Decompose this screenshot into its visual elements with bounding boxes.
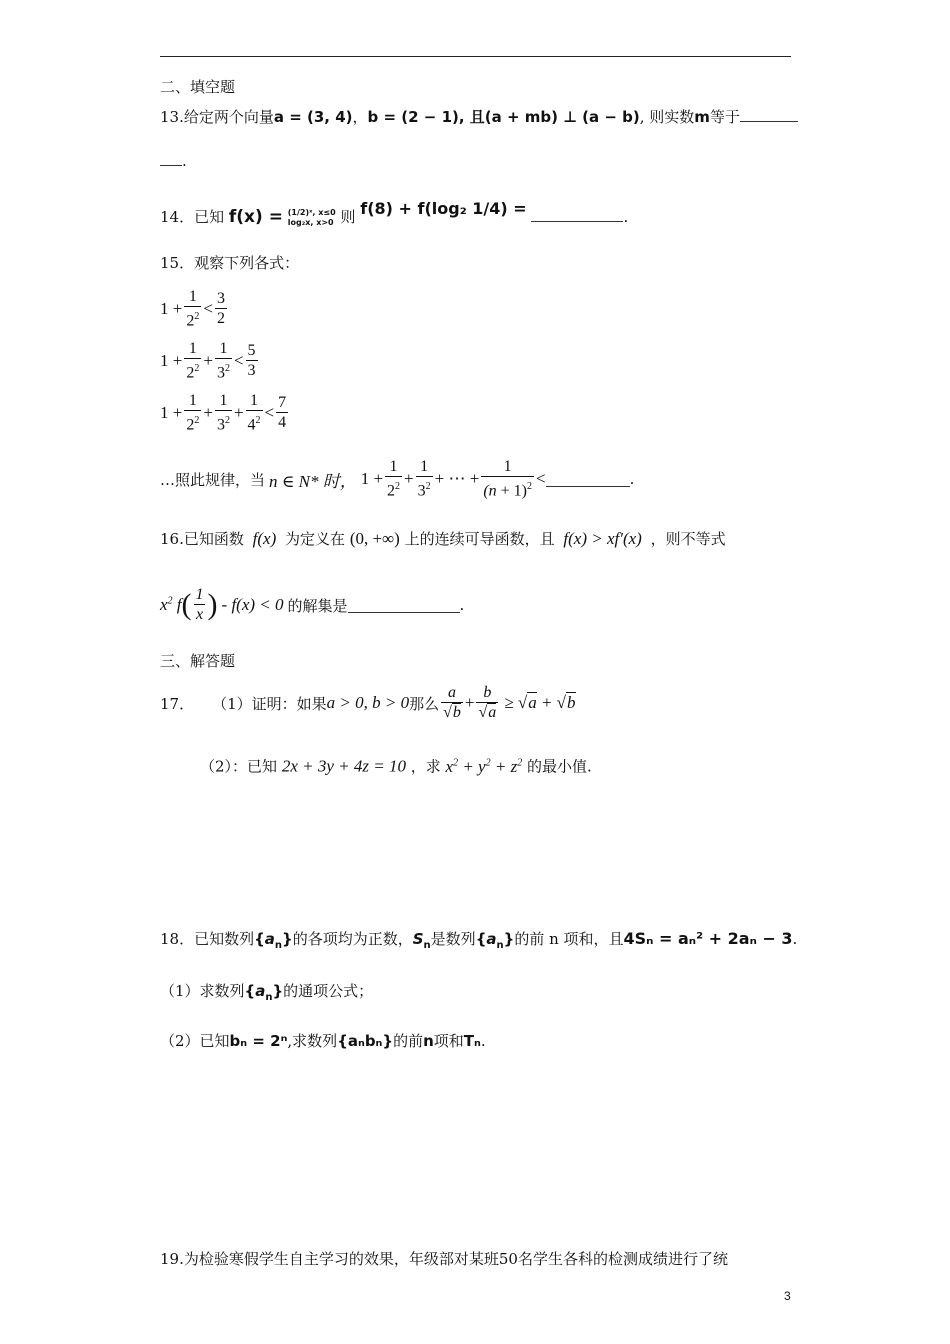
question-17-part-1: 17． （1）证明：如果 a > 0, b > 0 那么 $\frac{a}{√b}$ + $\frac{b}{√a}$ ≥ √a + √b: [160, 684, 576, 721]
q18-text2: 是数列: [430, 930, 476, 948]
q13-vector-b: b = (2 − 1): [367, 108, 459, 126]
q17-p2-end: 的最小值.: [526, 757, 592, 776]
q18-p1-end: 的通项公式；: [283, 982, 374, 1000]
q18-p2-end: .: [480, 1032, 486, 1050]
q13-answer-blank: [740, 107, 798, 122]
q14-then: 则: [340, 208, 356, 226]
q17-p2-mid: ，求: [410, 757, 441, 776]
q13-label: 13.给定两个向量: [160, 108, 274, 126]
question-14: [160, 196, 628, 230]
q15-inequality-3: 1 + $\frac{1}{2^2}$ + $\frac{1}{3^2}$ + $\frac{1}{4^2}$ < $\frac{7}{4}$: [160, 392, 287, 434]
q14-case-1: (1/2)ˣ, x≤0: [287, 208, 336, 217]
q15-inequality-1: 1 + $\frac{1}{2^2}$ < $\frac{3}{2}$: [160, 288, 225, 330]
q18-label: 18．已知数列: [160, 930, 255, 948]
question-17-part-2: （2）：已知 2x + 3y + 4z = 10 ，求 $x^2 + y^2 + z^2$ 的最小值.: [200, 756, 592, 776]
q13-continuation: [160, 150, 187, 172]
q16-interval: (0, +∞): [349, 529, 400, 548]
q16-label: 16.已知函数: [160, 530, 244, 548]
question-13: 13.给定两个向量a = (3, 4)，b = (2 − 1), 且(a + mb) ⊥ (a − b), 则实数m等于: [160, 106, 798, 128]
q14-end: .: [623, 208, 629, 226]
q18-p2-n: n: [423, 1032, 434, 1050]
question-18-part-2: [160, 1030, 486, 1052]
q18-equation: 4Sₙ = aₙ² + 2aₙ − 3: [623, 929, 793, 948]
q14-answer-blank: [531, 207, 623, 222]
q18-p2-text2: 的前: [393, 1032, 424, 1050]
q16-condition: f(x) > xf′(x): [563, 529, 642, 548]
q13-m: m: [694, 108, 710, 126]
q14-function: f(x) =: [228, 207, 283, 227]
header-rule: [160, 56, 791, 57]
q18-p2-Tn: Tₙ: [463, 1032, 481, 1050]
q17-p1-text: （1）证明：如果: [212, 694, 327, 713]
section-answer-title: 三、解答题: [160, 652, 236, 670]
q13-answer-blank-2: [160, 151, 182, 166]
q14-label: 14．已知: [160, 208, 225, 226]
q16-text1: 为定义在: [285, 530, 346, 548]
q17-label: 17．: [160, 694, 195, 713]
question-15: 15．观察下列各式：: [160, 254, 300, 272]
q16-inequality: $x^2$ f ( $\frac{1}{x}$ ) - f(x) < 0 的解集是 .: [160, 586, 465, 623]
page-number: 3: [784, 1289, 791, 1303]
q14-expression: f(8) + f(log₂ 1/4) =: [360, 199, 527, 218]
q16-end: .: [459, 596, 465, 614]
q16-text2: 上的连续可导函数，且: [404, 530, 555, 548]
q18-end: .: [792, 930, 798, 948]
question-19: 19.为检验寒假学生自主学习的效果，年级部对某班50名学生各科的检测成绩进行了统: [160, 1250, 728, 1268]
q16-answer-blank: [348, 598, 460, 613]
q13-end: .: [182, 152, 187, 170]
q15-end: .: [629, 470, 635, 489]
q18-p2-mid: ,求数列: [287, 1032, 338, 1050]
q16-fx: f(x): [252, 529, 277, 548]
q18-p2-bn: bₙ = 2ⁿ: [229, 1032, 288, 1050]
q18-text1: 的各项均为正数，: [292, 930, 413, 948]
q17-p1-condition: a > 0, b > 0: [326, 693, 410, 712]
question-18: 18．已知数列$\{a_n\}$的各项均为正数，$S_n$是数列$\{a_n\}$的前 n 项和，且4Sₙ = aₙ² + 2aₙ − 3.: [160, 929, 798, 951]
q15-condition: n ∈ N* 时，: [269, 471, 357, 491]
question-16: [160, 528, 726, 550]
q18-p2-sequence: {aₙbₙ}: [337, 1032, 394, 1050]
q17-p2-text: （2）：已知: [200, 757, 278, 776]
q13-text: , 则实数: [639, 108, 695, 126]
q15-general-case: …照此规律，当 n ∈ N* 时， 1 + $\frac{1}{2^2}$ + $\frac{1}{3^2}$ + ⋯ + $\frac{1}{(n + 1)^2}$ < .: [160, 458, 635, 500]
q14-piecewise: [288, 208, 336, 228]
question-18-part-1: （1）求数列$\{a_n\}$的通项公式；: [160, 982, 374, 1003]
q18-p2-text: （2）已知: [160, 1032, 230, 1050]
q16-text3: ，则不等式: [650, 530, 726, 548]
q13-condition: , 且(a + mb) ⊥ (a − b): [458, 108, 640, 126]
q15-answer-blank: [546, 472, 630, 487]
section-fill-in-title: 二、填空题: [160, 78, 236, 96]
q13-text2: 等于: [709, 108, 740, 126]
q18-p2-text3: 项和: [433, 1032, 464, 1050]
q17-p2-equation: 2x + 3y + 4z = 10: [281, 756, 406, 776]
q16-text4: 的解集是: [287, 596, 348, 615]
q15-lead: …照此规律，当: [160, 470, 266, 489]
q15-inequality-2: 1 + $\frac{1}{2^2}$ + $\frac{1}{3^2}$ < $\frac{5}{3}$: [160, 340, 256, 382]
q18-text3: 的前 n 项和，且: [514, 930, 624, 948]
q13-vector-a: a = (3, 4): [273, 108, 353, 126]
q17-p1-then: 那么: [409, 694, 440, 713]
q18-p1-text: （1）求数列: [160, 982, 245, 1000]
q14-case-2: log₂x, x>0: [287, 218, 334, 227]
